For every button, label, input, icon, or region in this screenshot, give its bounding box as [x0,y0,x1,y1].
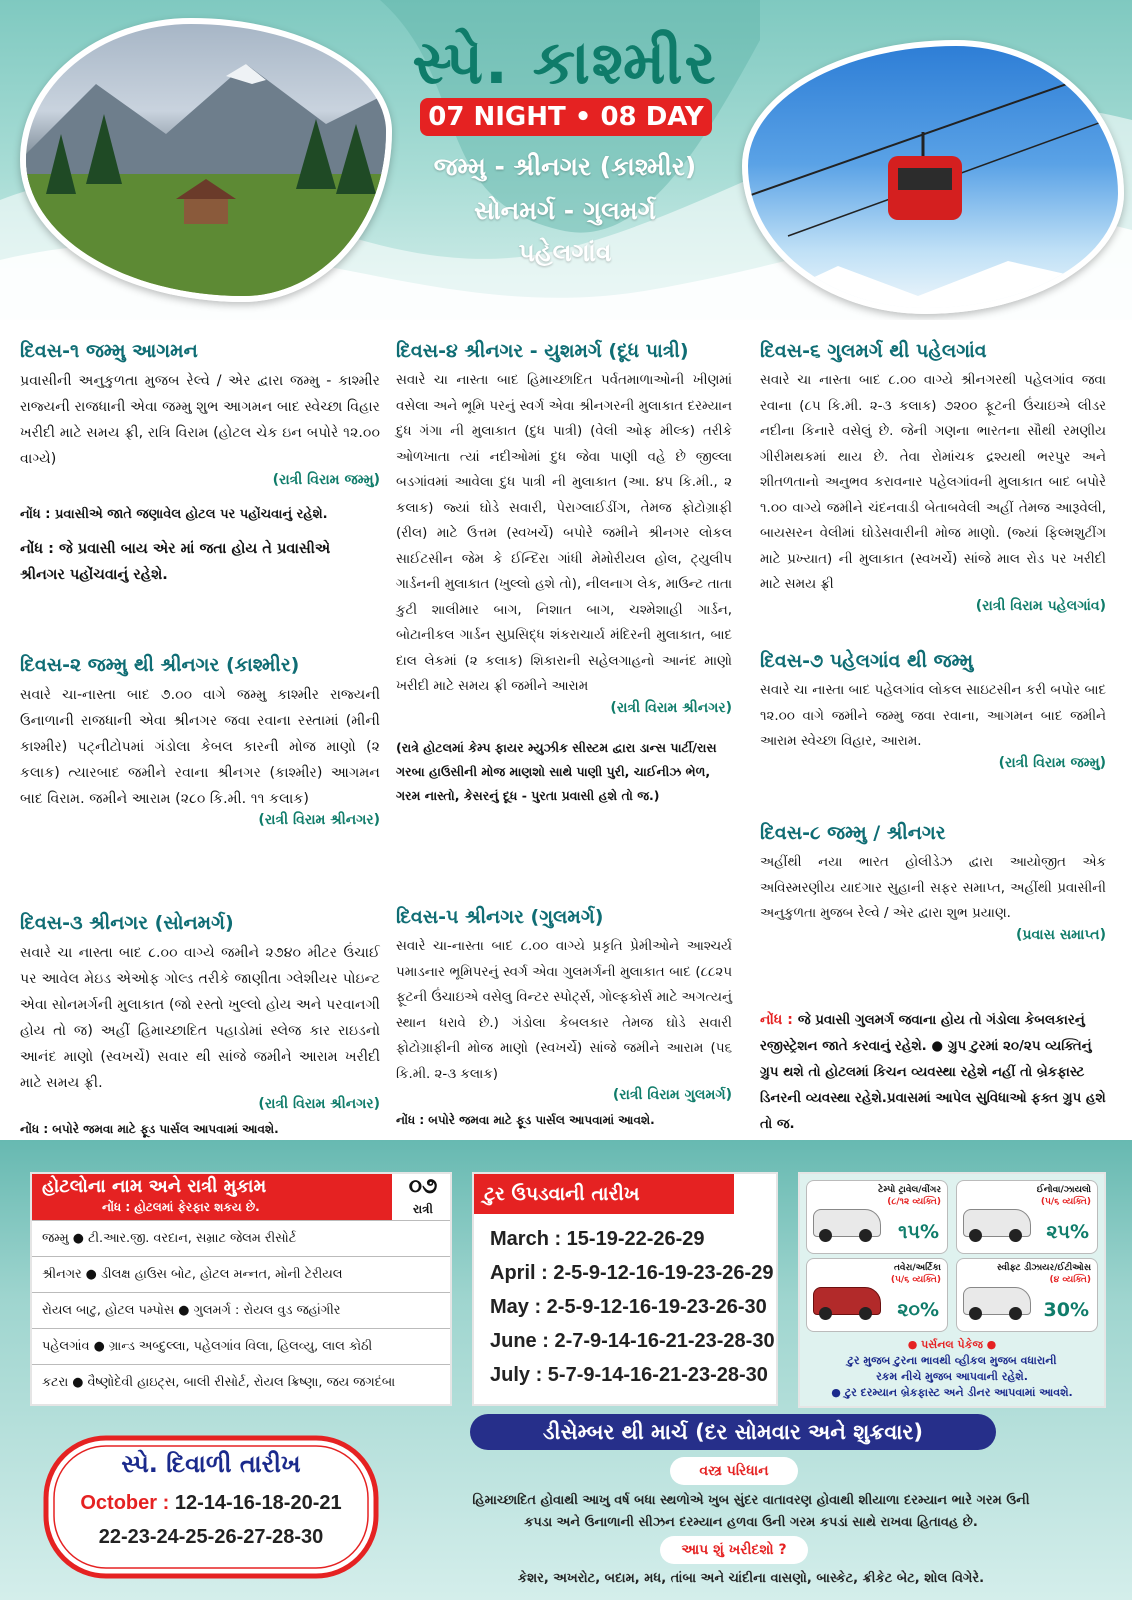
page-title: સ્પે. કાશ્મીર [412,28,718,98]
wheel-icon [819,1229,832,1242]
vehicle-percent: ૨૫% [1046,1221,1089,1243]
day-4-extra: (રાત્રે હોટલમાં કેમ્પ ફાયર મ્યુઝીક સીસ્ટમ દ્વારા ડાન્સ પાર્ટી/રાસ ગરબા હાઉસીની મોજ માણશો સાથે પાણી પુરી, ચાઈનીઝ ભેળ, ગરમ નાસ્તો, કેસરનું દૂધ - પુરતા પ્રવાસી હશે તો જ.) [396,739,717,803]
weekly-departure-banner: ડીસેમ્બર થી માર્ચ (દર સોમવાર અને શુક્રવાર) [470,1414,996,1450]
day-5-stay: (રાત્રી વિરામ ગુલમર્ગ) [612,1087,732,1103]
hotel-row: શ્રીનગર ● ડીલક્ષ હાઉસ બોટ, હોટલ મન્નત, મોની ટેરીયલ [32,1256,450,1292]
duration-badge: 07 NIGHT • 08 DAY [420,98,712,136]
final-note-label: નોંધ : [760,1012,793,1028]
wheel-icon [969,1307,982,1320]
diwali-title: સ્પે. દિવાળી તારીખ [121,1450,301,1478]
route-line-1: જમ્મુ - શ્રીનગર (કાશ્મીર) [433,152,697,181]
day-7-section [760,650,1106,771]
departure-row: April : 2-5-9-12-16-19-23-26-29 [490,1262,774,1284]
shopping-text: કેશર, અખરોટ, બદામ, મધ, તાંબા અને ચાંદીના વાસણો, બાસ્કેટ, ક્રીકેટ બેટ, શોલ વિગેરે. [517,1571,985,1586]
clothing-text-2: કપડા અને ઉનાળાની સીઝન દરમ્યાન હળવા ઉની ગરમ કપડાં સાથે રાખવા હિતાવહ છે. [524,1515,978,1530]
wheel-icon [1009,1307,1022,1320]
day-2-section [20,654,380,828]
hotel-row: કટરા ● વૈષ્ણોદેવી હાઇટ્સ, બાલી રીસોર્ટ, રોયલ ક્રિષ્ણા, જય જગદંબા [32,1364,450,1400]
hotels-title: હોટલોના નામ અને રાત્રી મુકામ [42,1176,267,1197]
departure-dates-title: ટુર ઉપડવાની તારીખ [474,1174,734,1214]
vehicle-name: તવેરા/અર્ટિકા [893,1263,941,1273]
diwali-dates-line-1: 12-14-16-18-20-21 [174,1492,342,1514]
vehicle-panel [798,1172,1106,1408]
departure-dates-panel [472,1172,778,1406]
day-3-stay: (રાત્રી વિરામ શ્રીનગર) [258,1096,380,1112]
wheel-icon [859,1229,872,1242]
vehicle-capacity: (૮/૧૨ વ્યક્તિ) [887,1197,941,1207]
vehicle-card-tempo [806,1180,948,1254]
vehicle-card-innova [956,1180,1098,1254]
day-3-section [20,912,380,1140]
vehicle-capacity: (૫/૬ વ્યક્તિ) [890,1275,941,1285]
vehicle-percent: ૧૫% [898,1221,939,1243]
shopping-label: આપ શું ખરીદશો ? [660,1536,808,1564]
day-4-heading: દિવસ-૪ શ્રીનગર - યુશમર્ગ (દૂધ પાત્રી) [396,340,689,362]
clothing-text-1: હિમાચ્છાદિત હોવાથી આખુ વર્ષ બધા સ્થળોએ ખુબ સુંદર વાતાવરણ હોવાથી શીયાળા દરમ્યાન ભારે ગરમ ઉની [472,1493,1030,1508]
day-3-heading: દિવસ-૩ શ્રીનગર (સોનમર્ગ) [20,912,234,934]
package-text-1: ટુર મુજબ ટુરના ભાવથી વ્હીકલ મુજબ વધારાની [847,1354,1057,1367]
day-6-stay: (રાત્રી વિરામ પહેલગાંવ) [975,597,1106,614]
nights-number: ૦૭ [408,1174,438,1199]
day-2-heading: દિવસ-૨ જમ્મુ થી શ્રીનગર (કાશ્મીર) [20,654,300,676]
hotels-subtitle: નોંધ : હોટલમાં ફેરફાર શકય છે. [102,1200,260,1214]
vehicle-card-tavera [806,1258,948,1332]
wheel-icon [969,1229,982,1242]
day-4-section [396,340,732,808]
day-1-stay: (રાત્રી વિરામ જમ્મુ) [272,472,380,488]
day-5-note: નોંધ : બપોરે જમવા માટે ફૂડ પાર્સલ આપવામાં આવશે. [396,1113,655,1127]
vehicle-capacity: (૪ વ્યક્તિ) [1049,1275,1091,1285]
hotels-header [32,1174,392,1220]
day-3-text: સવારે ચા નાસ્તા બાદ ૮.૦૦ વાગ્યે જમીને ૨૭૪૦ મીટર ઉંચાઈ પર આવેલ મેઇડ એઓફ ગોલ્ડ તરીકે જાણીતા ગ્લેશીયર પોઇન્ટ એવા સોનમર્ગની મુલાકાત (જો રસ્તો ખુલ્લો હોય અને પરવાનગી હોય તો જ) અહીં હિમાચ્છાદિત પહાડોમાં સ્લેજ કાર રાઇડનો આનંદ માણો (સ્વખર્ચે) સવાર થી સાંજે જમીને આરામ ખરીદી માટે સમય ફ્રી. [20,945,380,1091]
departure-row: June : 2-7-9-14-16-21-23-28-30 [490,1330,775,1352]
vehicle-card-swift [956,1258,1098,1332]
hotels-panel [30,1172,452,1406]
vehicle-percent: ૨૦% [897,1299,939,1321]
wheel-icon [1009,1229,1022,1242]
departure-row: May : 2-5-9-12-16-19-23-26-30 [490,1296,767,1318]
day-1-note-2: નોંધ : જે પ્રવાસી બાય એર માં જતા હોય તે પ્રવાસીએ શ્રીનગર પહોંચવાનું રહેશે. [20,541,331,583]
day-6-section [760,340,1106,614]
day-8-section [760,822,1106,943]
day-8-text: અહીંથી નયા ભારત હોલીડેઝ દ્વારા આયોજીત એક અવિસ્મરણીય યાદગાર સુહાની સફર સમાપ્ત, અહીંથી પ્રવાસીની અનુકુળતા મુજબ રેલ્વે / એર દ્વારા શુભ પ્રયાણ. [760,855,1106,921]
route-line-3: પહેલગાંવ [518,238,612,267]
package-text-2: રકમ નીચે મુજબ આપવાની રહેશે. [876,1370,1028,1383]
day-4-text: સવારે ચા નાસ્તા બાદ હિમાચ્છાદિત પર્વતમાળાઓની ખીણમાં વસેલા અને ભૂમિ પરનું સ્વર્ગ એવા શ્રીનગરની મુલાકાત દરમ્યાન દુધ ગંગા ની મુલાકાત (દુધ પાત્રી) (વેલી ઓફ મીલ્ક) તરીકે ઓળખાતા ત્યાં નદીઓમાં દુધ જેવા પાણી વહે છે જીલ્લા બડગાંવમાં આવેલા દુધ પાત્રી ની મુલાકાત (આ. ૪૫ કિ.મી., ૨ કલાક) જ્યાં ઘોડે સવારી, પેરાગ્લાઈડીંગ, તેમજ ફોટોગ્રાફી (રીલ) માટે ઉત્તમ (સ્વખર્ચે) બપોરે જમીને શ્રીનગર લોકલ સાઈટસીન જેમ કે ઈન્દિરા ગાંધી મેમોરીયલ હોલ, ટ્યુલીપ ગાર્ડનની મુલાકાત (ખુલ્લો હશે તો), નીલનાગ લેક, માઉન્ટ તાતા કુટી શાલીમાર બાગ, નિશાત બાગ, ચશ્મેશાહી ગાર્ડન, બોટાનીકલ ગાર્ડન સુપ્રસિદ્ધ શંકરાચાર્ય મંદિરની મુલાકાત, બાદ દાલ લેકમાં (૨ કલાક) શિકારાની સહેલગાહનો આનંદ માણો ખરીદી માટે સમય ફ્રી જમીને આરામ [396,373,732,694]
diwali-month: October : [80,1492,170,1514]
hotel-row: પહેલગાંવ ● ગ્રાન્ડ અબ્દુલ્લા, પહેલગાંવ વિલા, હિલવ્યુ, લાલ કોઠી [32,1328,450,1364]
day-7-text: સવારે ચા નાસ્તા બાદ પહેલગાંવ લોકલ સાઇટસીન કરી બપોર બાદ ૧૨.૦૦ વાગે જમીને જમ્મુ જવા રવાના, આગમન બાદ જમીને આરામ સ્વેચ્છા વિહાર, આરામ. [760,683,1106,749]
day-1-heading: દિવસ-૧ જમ્મુ આગમન [20,340,198,362]
day-5-heading: દિવસ-૫ શ્રીનગર (ગુલમર્ગ) [396,906,604,928]
departure-row: March : 15-19-22-26-29 [490,1228,705,1250]
vehicle-percent: 30% [1043,1299,1089,1321]
vehicle-name: સ્વીફ્ટ ડીઝાયર/ઈટીઓસ [996,1263,1091,1273]
day-7-heading: દિવસ-૭ પહેલગાંવ થી જમ્મુ [760,650,974,672]
hotel-row: રોયલ બાટુ, હોટલ પમ્પોસ ● ગુલમર્ગ : રોયલ વુડ જહાંગીર [32,1292,450,1328]
wheel-icon [859,1307,872,1320]
diwali-dates-line-2: 22-23-24-25-26-27-28-30 [98,1526,324,1548]
package-title: ● પર્સનલ પેકેજ ● [907,1338,997,1351]
day-6-heading: દિવસ-૬ ગુલમર્ગ થી પહેલગાંવ [760,340,987,362]
day-5-text: સવારે ચા-નાસ્તા બાદ ૮.૦૦ વાગ્યે પ્રકૃતિ પ્રેમીઓને આશ્ચર્ય પમાડનાર ભૂમિપરનું સ્વર્ગ એવા ગુલમર્ગની મુલાકાત બાદ (૮૮૨૫ ફૂટની ઉંચાઇએ વસેલુ વિન્ટર સ્પોર્ટ્સ, ગોલ્ફકોર્સ માટે અગત્યનું સ્થાન ધરાવે છે.) ગંડોલા કેબલકાર તેમજ ઘોડે સવારી ફોટોગ્રાફીની મોજ માણો (સ્વખર્ચે) સાંજે જમીને આરામ (૫૬ કિ.મી. ૨-૩ કલાક) [396,939,732,1082]
day-2-stay: (રાત્રી વિરામ શ્રીનગર) [258,812,380,828]
day-6-text: સવારે ચા નાસ્તા બાદ ૮.૦૦ વાગ્યે શ્રીનગરથી પહેલગાંવ જવા રવાના (૮૫ કિ.મી. ૨-૩ કલાક) ૭૨૦૦ ફૂટની ઉંચાઇએ લીડર નદીના કિનારે વસેલું છે. જેની ગણના ભારતના સૌથી રમણીય ગીરીમથકમાં થાય છે. તેવા રોમાંચક દ્રશ્યથી ભરપુર અને શીતળતાનો અનુભવ કરાવનાર પહેલગાંવની મુલાકાત બાદ બપોરે ૧.૦૦ વાગ્યે જમીને ચંદનવાડી બેતાબવેલી અહીં તેમજ આરૂવેલી, બાયસરન વેલીમાં ઘોડેસવારીની મોજ માણો. (જ્યાં ફિલ્મશુટીંગ માટે પ્રખ્યાત) ની મુલાકાત (સ્વખર્ચે) સાંજે માલ રોડ પર ખરીદી માટે સમય ફ્રી [760,373,1106,592]
package-text-3: ● ટુર દરમ્યાન બ્રેકફાસ્ટ અને ડીનર આપવામાં આવશે. [831,1386,1073,1399]
day-1-text: પ્રવાસીની અનુકુળતા મુજબ રેલ્વે / એર દ્વારા જમ્મુ - કાશ્મીર રાજ્યની રાજધાની એવા જમ્મુ શુભ આગમન બાદ સ્વેચ્છા વિહાર ખરીદી માટે સમય ફ્રી, રાત્રિ વિરામ (હોટલ ચેક ઇન બપોરે ૧૨.૦૦ વાગ્યે) [20,373,380,467]
vehicle-name: ટેમ્પો ટ્રાવેલ/વીંગર [878,1185,941,1195]
day-4-stay: (રાત્રી વિરામ શ્રીનગર) [610,699,732,716]
vehicle-name: ઈનોવા/ઝાયલો [1036,1185,1091,1195]
day-2-text: સવારે ચા-નાસ્તા બાદ ૭.૦૦ વાગે જમ્મુ કાશ્મીર રાજ્યની ઉનાળાની રાજધાની એવા શ્રીનગર જવા રવાના રસ્તામાં (મીની કાશ્મીર) પટ્નીટોપમાં ગંડોલા કેબલ કારની મોજ માણો (૨ કલાક) ત્યારબાદ જમીને રવાના શ્રીનગર (કાશ્મીર) આગમન બાદ વિરામ. જમીને આરામ (૨૮૦ કિ.મી. ૧૧ કલાક) [20,687,380,807]
hotel-row: જમ્મુ ● ટી.આર.જી. વરદાન, સમ્રાટ જેલમ રીસોર્ટ [32,1220,450,1256]
vehicle-capacity: (૫/૬ વ્યક્તિ) [1040,1197,1091,1207]
nights-count [398,1176,448,1220]
final-note-text: જે પ્રવાસી ગુલમર્ગ જવાના હોય તો ગંડોલા કેબલકારનું રજીસ્ટ્રેશન જાતે કરવાનું રહેશે. ● ગ્રુપ ટુરમાં ૨૦/૨૫ વ્યક્તિનું ગ્રુપ થશે તો હોટલમાં કિચન વ્યવસ્થા રહેશે નહીં તો બ્રેકફાસ્ટ ડિનરની વ્યવસ્થા રહેશે.પ્રવાસમાં આપેલ સુવિધાઓ ફક્ત ગ્રુપ હશે તો જ. [760,1013,1106,1132]
day-7-stay: (રાત્રી વિરામ જમ્મુ) [998,754,1106,771]
day-8-heading: દિવસ-૮ જમ્મુ / શ્રીનગર [760,822,946,844]
day-1-note-1: નોંધ : પ્રવાસીએ જાતે જણાવેલ હોટલ પર પહોંચવાનું રહેશે. [20,507,328,522]
header-banner [0,0,1132,320]
departure-row: July : 5-7-9-14-16-21-23-28-30 [490,1364,768,1386]
nights-label: રાત્રી [413,1202,433,1216]
diwali-dates-badge [40,1432,382,1582]
final-note [760,1008,1106,1138]
wheel-icon [819,1307,832,1320]
day-1-section [20,340,380,588]
day-8-stay: (પ્રવાસ સમાપ્ત) [1015,926,1106,943]
route-line-2: સોનમર્ગ - ગુલમર્ગ [474,196,656,225]
clothing-label: વસ્ત્ર પરિધાન [670,1457,798,1485]
day-5-section [396,906,732,1131]
day-3-note: નોંધ : બપોરે જમવા માટે ફૂડ પાર્સલ આપવામાં આવશે. [20,1122,279,1136]
